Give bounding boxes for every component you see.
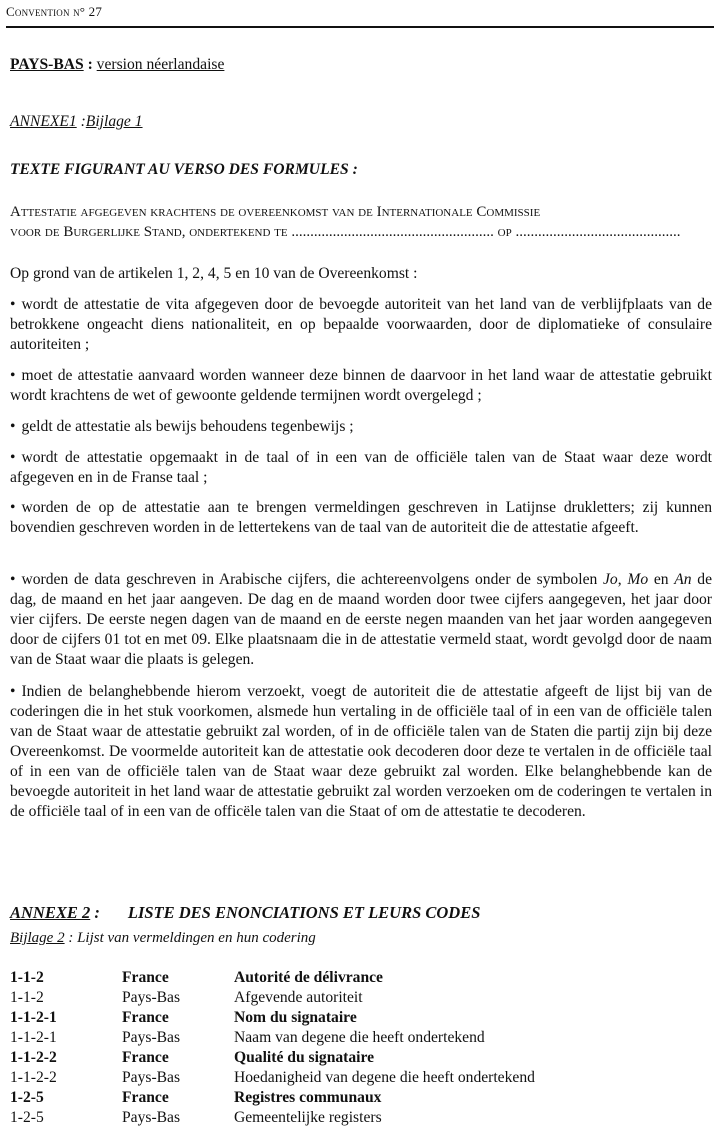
attestation-line2	[10, 222, 712, 242]
annex1-label: ANNEXE1	[10, 113, 77, 130]
table-row	[10, 1108, 535, 1128]
bullet-text: wordt de attestatie opgemaakt in de taal of in een van de officiële talen van de Staat waar deze wordt afgegeven en in de Franse taal ;	[10, 449, 712, 486]
annex2-sep: :	[90, 903, 100, 922]
country-cell: Pays-Bas	[122, 1109, 181, 1126]
bullet-symbol: •	[10, 296, 16, 313]
label-cell: Naam van degene die heeft ondertekend	[234, 1029, 485, 1046]
country-title	[10, 55, 712, 75]
bullet-text-start: worden de data geschreven in Arabische cijfers, die achtereenvolgens onder de symbolen	[21, 571, 603, 588]
verso-heading: TEXTE FIGURANT AU VERSO DES FORMULES :	[10, 161, 358, 178]
country-cell: Pays-Bas	[122, 989, 181, 1006]
table-row	[10, 988, 535, 1008]
label-cell: Nom du signataire	[234, 1009, 357, 1026]
bullet-symbol: •	[10, 418, 16, 435]
code-cell: 1-2-5	[10, 1109, 44, 1126]
code-cell: 1-2-5	[10, 1089, 44, 1106]
bullet-text: wordt de attestatie de vita afgegeven door de bevoegde autoriteit van het land van de verblijfplaats van de betrokkene ongeacht diens nationaliteit, en op bepaalde voorwaarden, door de diplomatieke of consulaire autoriteiten ;	[10, 296, 712, 353]
code-cell: 1-1-2-2	[10, 1049, 57, 1066]
intro-paragraph: Op grond van de artikelen 1, 2, 4, 5 en 10 van de Overeenkomst :	[10, 265, 418, 282]
bullet-1	[10, 295, 712, 355]
country-cell: France	[122, 969, 169, 986]
annex1-heading	[10, 112, 712, 132]
annex1-bijlage: Bijlage 1	[85, 113, 143, 130]
code-cell: 1-1-2-2	[10, 1069, 57, 1086]
table-row	[10, 1088, 535, 1108]
symbol-jo: Jo	[603, 571, 618, 588]
bullet-symbol: •	[10, 499, 16, 516]
label-cell: Autorité de délivrance	[234, 969, 383, 986]
version-label: version néerlandaise	[96, 56, 225, 73]
bullet-4	[10, 448, 712, 488]
label-cell: Afgevende autoriteit	[234, 989, 363, 1006]
bullet-text: geldt de attestatie als bewijs behoudens tegenbewijs ;	[21, 418, 354, 435]
symbol-mo: Mo	[627, 571, 649, 588]
bullet-symbol: •	[10, 367, 16, 384]
symbol-an: An	[674, 571, 692, 588]
country-sep: :	[83, 56, 97, 73]
header-rule	[6, 26, 714, 28]
bijlage2-heading	[10, 928, 712, 948]
annex2-label: ANNEXE 2	[10, 903, 91, 922]
bullet-text-sep2: en	[648, 571, 675, 588]
table-row	[10, 1028, 535, 1048]
bijlage2-rest: : Lijst van vermeldingen en hun codering	[64, 930, 316, 946]
country-cell: Pays-Bas	[122, 1029, 181, 1046]
attestation-heading	[10, 202, 712, 242]
bullet-symbol: •	[10, 449, 16, 466]
bullet-6	[10, 570, 712, 670]
bullet-2	[10, 366, 712, 406]
attestation-op: op	[497, 224, 512, 240]
signature-place-blank: ......................................................	[291, 224, 494, 240]
label-cell: Gemeentelijke registers	[234, 1109, 382, 1126]
code-cell: 1-1-2	[10, 969, 44, 986]
attestation-line1: Attestatie afgegeven krachtens de overeenkomst van de Internationale Commissie	[10, 204, 541, 220]
country-cell: France	[122, 1049, 169, 1066]
bullet-3	[10, 417, 712, 437]
table-row	[10, 1068, 535, 1088]
bullet-text: moet de attestatie aanvaard worden wanneer deze binnen de daarvoor in het land waar de attestatie gebruikt wordt krachtens de wet of gewoonte geldende termijnen wordt overgelegd ;	[10, 367, 712, 404]
label-cell: Qualité du signataire	[234, 1049, 375, 1066]
label-cell: Registres communaux	[234, 1089, 382, 1106]
country-name: PAYS-BAS	[10, 56, 84, 73]
code-cell: 1-1-2	[10, 989, 44, 1006]
codes-table	[10, 968, 535, 1128]
attestation-line2-start: voor de Burgerlijke Stand, ondertekend te	[10, 224, 288, 240]
annex2-title: LISTE DES ENONCIATIONS ET LEURS CODES	[127, 903, 481, 922]
annex1-sep: :	[76, 113, 86, 130]
bullet-text-sep1: ,	[617, 571, 628, 588]
page-header: Convention n° 27	[6, 4, 103, 19]
country-cell: France	[122, 1089, 169, 1106]
country-cell: Pays-Bas	[122, 1069, 181, 1086]
table-row	[10, 968, 535, 988]
bullet-text: worden de op de attestatie aan te brengen vermeldingen geschreven in Latijnse drukletters; zij kunnen bovendien geschreven worden in de lettertekens van de taal van de autoriteit die de attestatie afgeeft.	[10, 499, 712, 536]
code-cell: 1-1-2-1	[10, 1029, 57, 1046]
bullet-symbol: •	[10, 683, 16, 700]
bullet-5	[10, 498, 712, 538]
codes-table-wrapper	[10, 968, 712, 1128]
table-row	[10, 1008, 535, 1028]
label-cell: Hoedanigheid van degene die heeft ondertekend	[234, 1069, 535, 1086]
table-row	[10, 1048, 535, 1068]
codes-table-body	[10, 968, 535, 1128]
bullet-text: Indien de belanghebbende hierom verzoekt, voegt de autoriteit die de attestatie afgeeft de lijst bij van de coderingen die in het stuk voorkomen, alsmede hun vertaling in de officiële taal of in een van de officiële talen van de Staat waar de attestatie gebruikt zal worden, of in de officiële talen van de Staten die partij zijn bij deze Overeenkomst. De voormelde autoriteit kan de attestatie ook decoderen door deze te vertalen in de officiële taal of in een van de officiële talen van de Staat waar deze gebruikt zal worden. Elke belanghebbende kan de bevoegde autoriteit in het land waar de attestatie gebruikt zal worden verzoeken om de coderingen te vertalen in de officiële taal of in een van de officële talen van die Staat of om de attestatie te decoderen.	[10, 683, 712, 820]
signature-date-blank: ............................................	[515, 224, 681, 240]
country-cell: France	[122, 1009, 169, 1026]
bullet-7	[10, 682, 712, 822]
bijlage2-label: Bijlage 2	[10, 930, 65, 946]
annex2-heading	[10, 903, 712, 923]
bullet-symbol: •	[10, 571, 16, 588]
bullet-text-end: de dag, de maand en het jaar aangeven. De dag en de maand worden door twee cijfers aangegeven, het jaar door vier cijfers. De eerste negen dagen van de maand en de eerste negen maanden van het jaar worden aangegeven door de cijfers 01 tot en met 09. Elke plaatsnaam die in de attestatie vermeld staat, wordt gevolgd door de naam van de Staat waar die plaats is gelegen.	[10, 571, 712, 668]
code-cell: 1-1-2-1	[10, 1009, 57, 1026]
